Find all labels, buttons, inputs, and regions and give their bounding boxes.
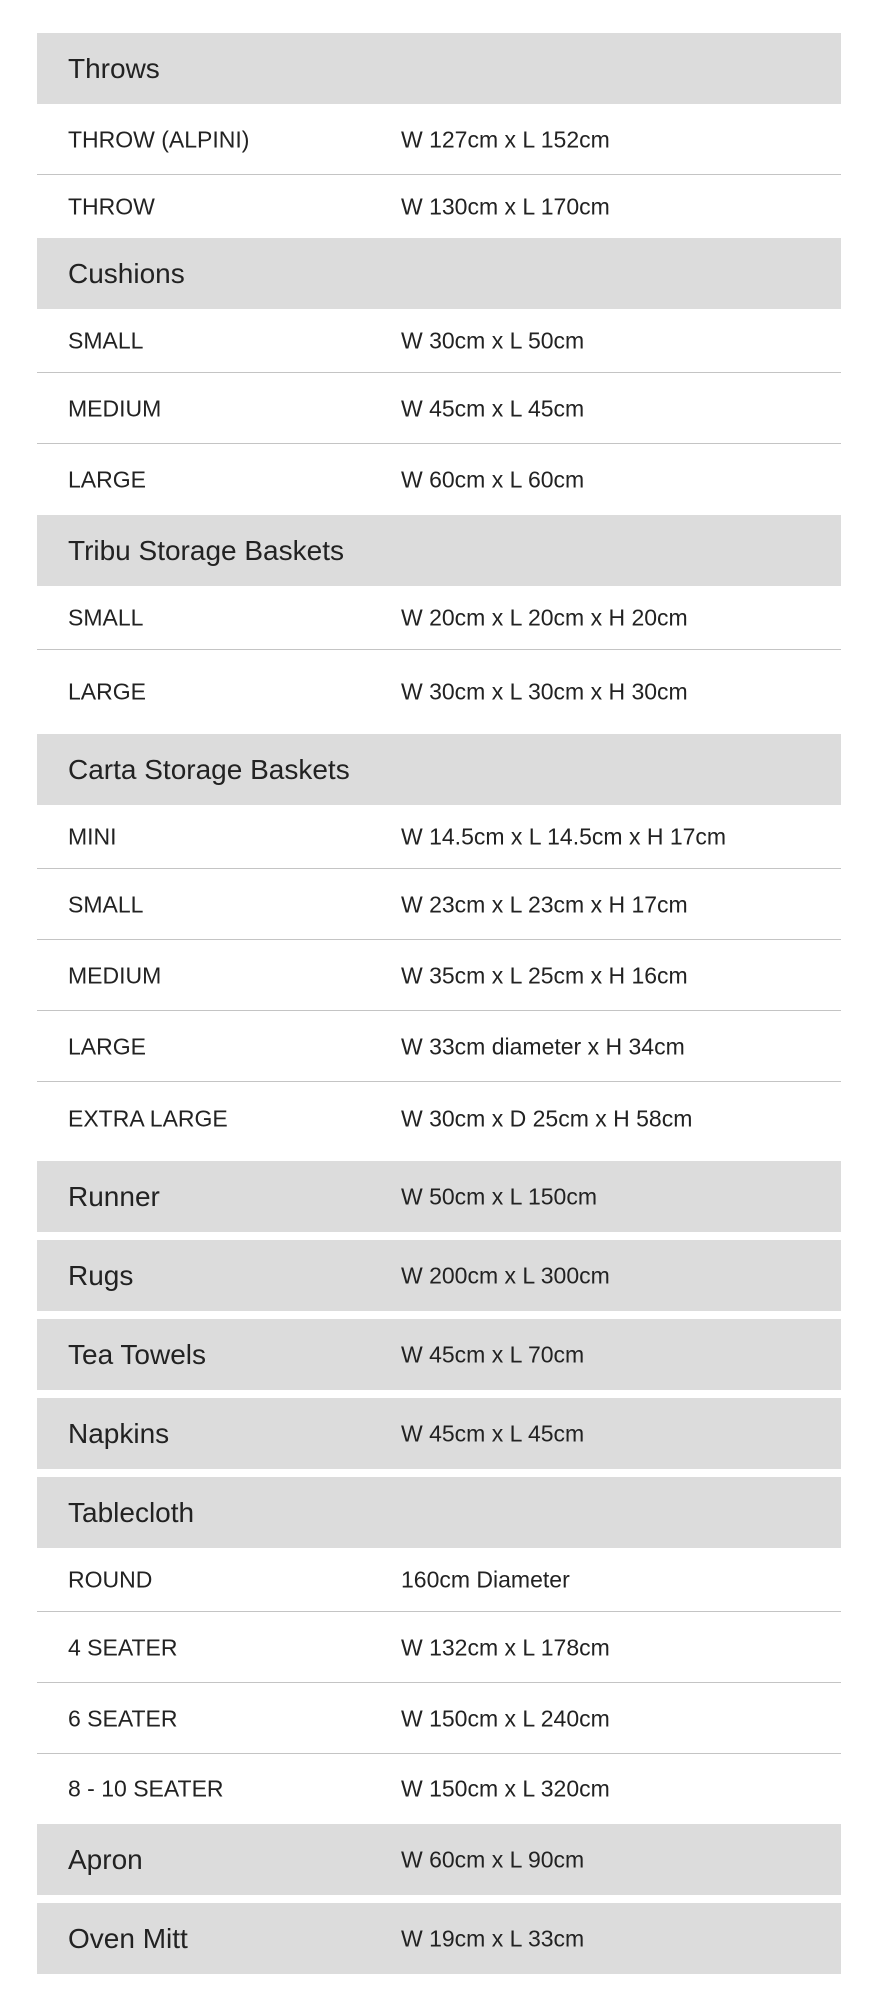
row-value: W 35cm x L 25cm x H 16cm bbox=[401, 962, 688, 988]
row-label: LARGE bbox=[68, 678, 146, 705]
row-label: LARGE bbox=[68, 466, 146, 492]
section-title: Throws bbox=[68, 52, 160, 84]
row-label: THROW (ALPINI) bbox=[68, 126, 250, 152]
row-value: W 30cm x L 50cm bbox=[401, 327, 585, 354]
row-value: W 60cm x L 60cm bbox=[401, 466, 585, 492]
row-label: SMALL bbox=[68, 604, 144, 631]
section-header-napkins bbox=[37, 1398, 841, 1469]
section-title: Cushions bbox=[68, 257, 185, 289]
table-row bbox=[37, 1082, 841, 1161]
table-row bbox=[37, 1548, 841, 1612]
row-label: THROW bbox=[68, 193, 155, 219]
row-value: W 130cm x L 170cm bbox=[401, 193, 610, 219]
table-row bbox=[37, 444, 841, 515]
row-value: W 132cm x L 178cm bbox=[401, 1634, 610, 1660]
section-title: Tablecloth bbox=[68, 1496, 195, 1528]
row-label: SMALL bbox=[68, 891, 144, 917]
row-value: W 14.5cm x L 14.5cm x H 17cm bbox=[401, 823, 727, 850]
section-value: W 60cm x L 90cm bbox=[401, 1846, 585, 1872]
section-header-cushions bbox=[37, 238, 841, 309]
row-value: W 150cm x L 240cm bbox=[401, 1705, 610, 1731]
row-label: EXTRA LARGE bbox=[68, 1105, 228, 1132]
row-value: W 33cm diameter x H 34cm bbox=[401, 1033, 685, 1059]
section-header-rugs bbox=[37, 1240, 841, 1311]
row-value: W 150cm x L 320cm bbox=[401, 1775, 610, 1802]
table-row bbox=[37, 805, 841, 869]
row-value: 160cm Diameter bbox=[401, 1566, 570, 1593]
section-header-throws bbox=[37, 33, 841, 104]
table-row bbox=[37, 1754, 841, 1824]
section-value: W 19cm x L 33cm bbox=[401, 1925, 585, 1951]
row-value: W 20cm x L 20cm x H 20cm bbox=[401, 604, 688, 631]
row-value: W 30cm x D 25cm x H 58cm bbox=[401, 1105, 693, 1132]
row-label: MEDIUM bbox=[68, 395, 162, 421]
row-value: W 23cm x L 23cm x H 17cm bbox=[401, 891, 688, 917]
row-label: SMALL bbox=[68, 327, 144, 354]
section-header-oven-mitt bbox=[37, 1903, 841, 1974]
section-title: Carta Storage Baskets bbox=[68, 753, 350, 785]
table-row bbox=[37, 175, 841, 238]
row-label: LARGE bbox=[68, 1033, 146, 1059]
table-row bbox=[37, 869, 841, 940]
row-label: MINI bbox=[68, 823, 117, 850]
table-row bbox=[37, 586, 841, 650]
section-title: Tea Towels bbox=[68, 1338, 207, 1370]
table-row bbox=[37, 1612, 841, 1683]
row-value: W 127cm x L 152cm bbox=[401, 126, 610, 152]
section-header-apron bbox=[37, 1824, 841, 1895]
section-value: W 45cm x L 45cm bbox=[401, 1420, 585, 1446]
table-row bbox=[37, 373, 841, 444]
section-title: Napkins bbox=[68, 1417, 170, 1449]
section-value: W 50cm x L 150cm bbox=[401, 1183, 597, 1209]
row-value: W 45cm x L 45cm bbox=[401, 395, 585, 421]
section-header-carta-storage-baskets bbox=[37, 734, 841, 805]
table-row bbox=[37, 1011, 841, 1082]
section-header-tea-towels bbox=[37, 1319, 841, 1390]
table-row bbox=[37, 104, 841, 175]
section-title: Runner bbox=[68, 1180, 160, 1212]
table-row bbox=[37, 650, 841, 734]
row-value: W 30cm x L 30cm x H 30cm bbox=[401, 678, 688, 705]
section-value: W 45cm x L 70cm bbox=[401, 1341, 585, 1367]
section-header-tribu-storage-baskets bbox=[37, 515, 841, 586]
table-row bbox=[37, 940, 841, 1011]
section-title: Oven Mitt bbox=[68, 1922, 188, 1954]
section-title: Rugs bbox=[68, 1259, 134, 1291]
row-label: ROUND bbox=[68, 1566, 153, 1593]
table-row bbox=[37, 1683, 841, 1754]
section-header-runner bbox=[37, 1161, 841, 1232]
row-label: 6 SEATER bbox=[68, 1705, 178, 1731]
row-label: 4 SEATER bbox=[68, 1634, 178, 1660]
row-label: MEDIUM bbox=[68, 962, 162, 988]
table-row bbox=[37, 309, 841, 373]
section-title: Tribu Storage Baskets bbox=[68, 534, 344, 566]
section-title: Apron bbox=[68, 1843, 143, 1875]
section-value: W 200cm x L 300cm bbox=[401, 1262, 610, 1288]
section-header-tablecloth bbox=[37, 1477, 841, 1548]
row-label: 8 - 10 SEATER bbox=[68, 1775, 224, 1802]
